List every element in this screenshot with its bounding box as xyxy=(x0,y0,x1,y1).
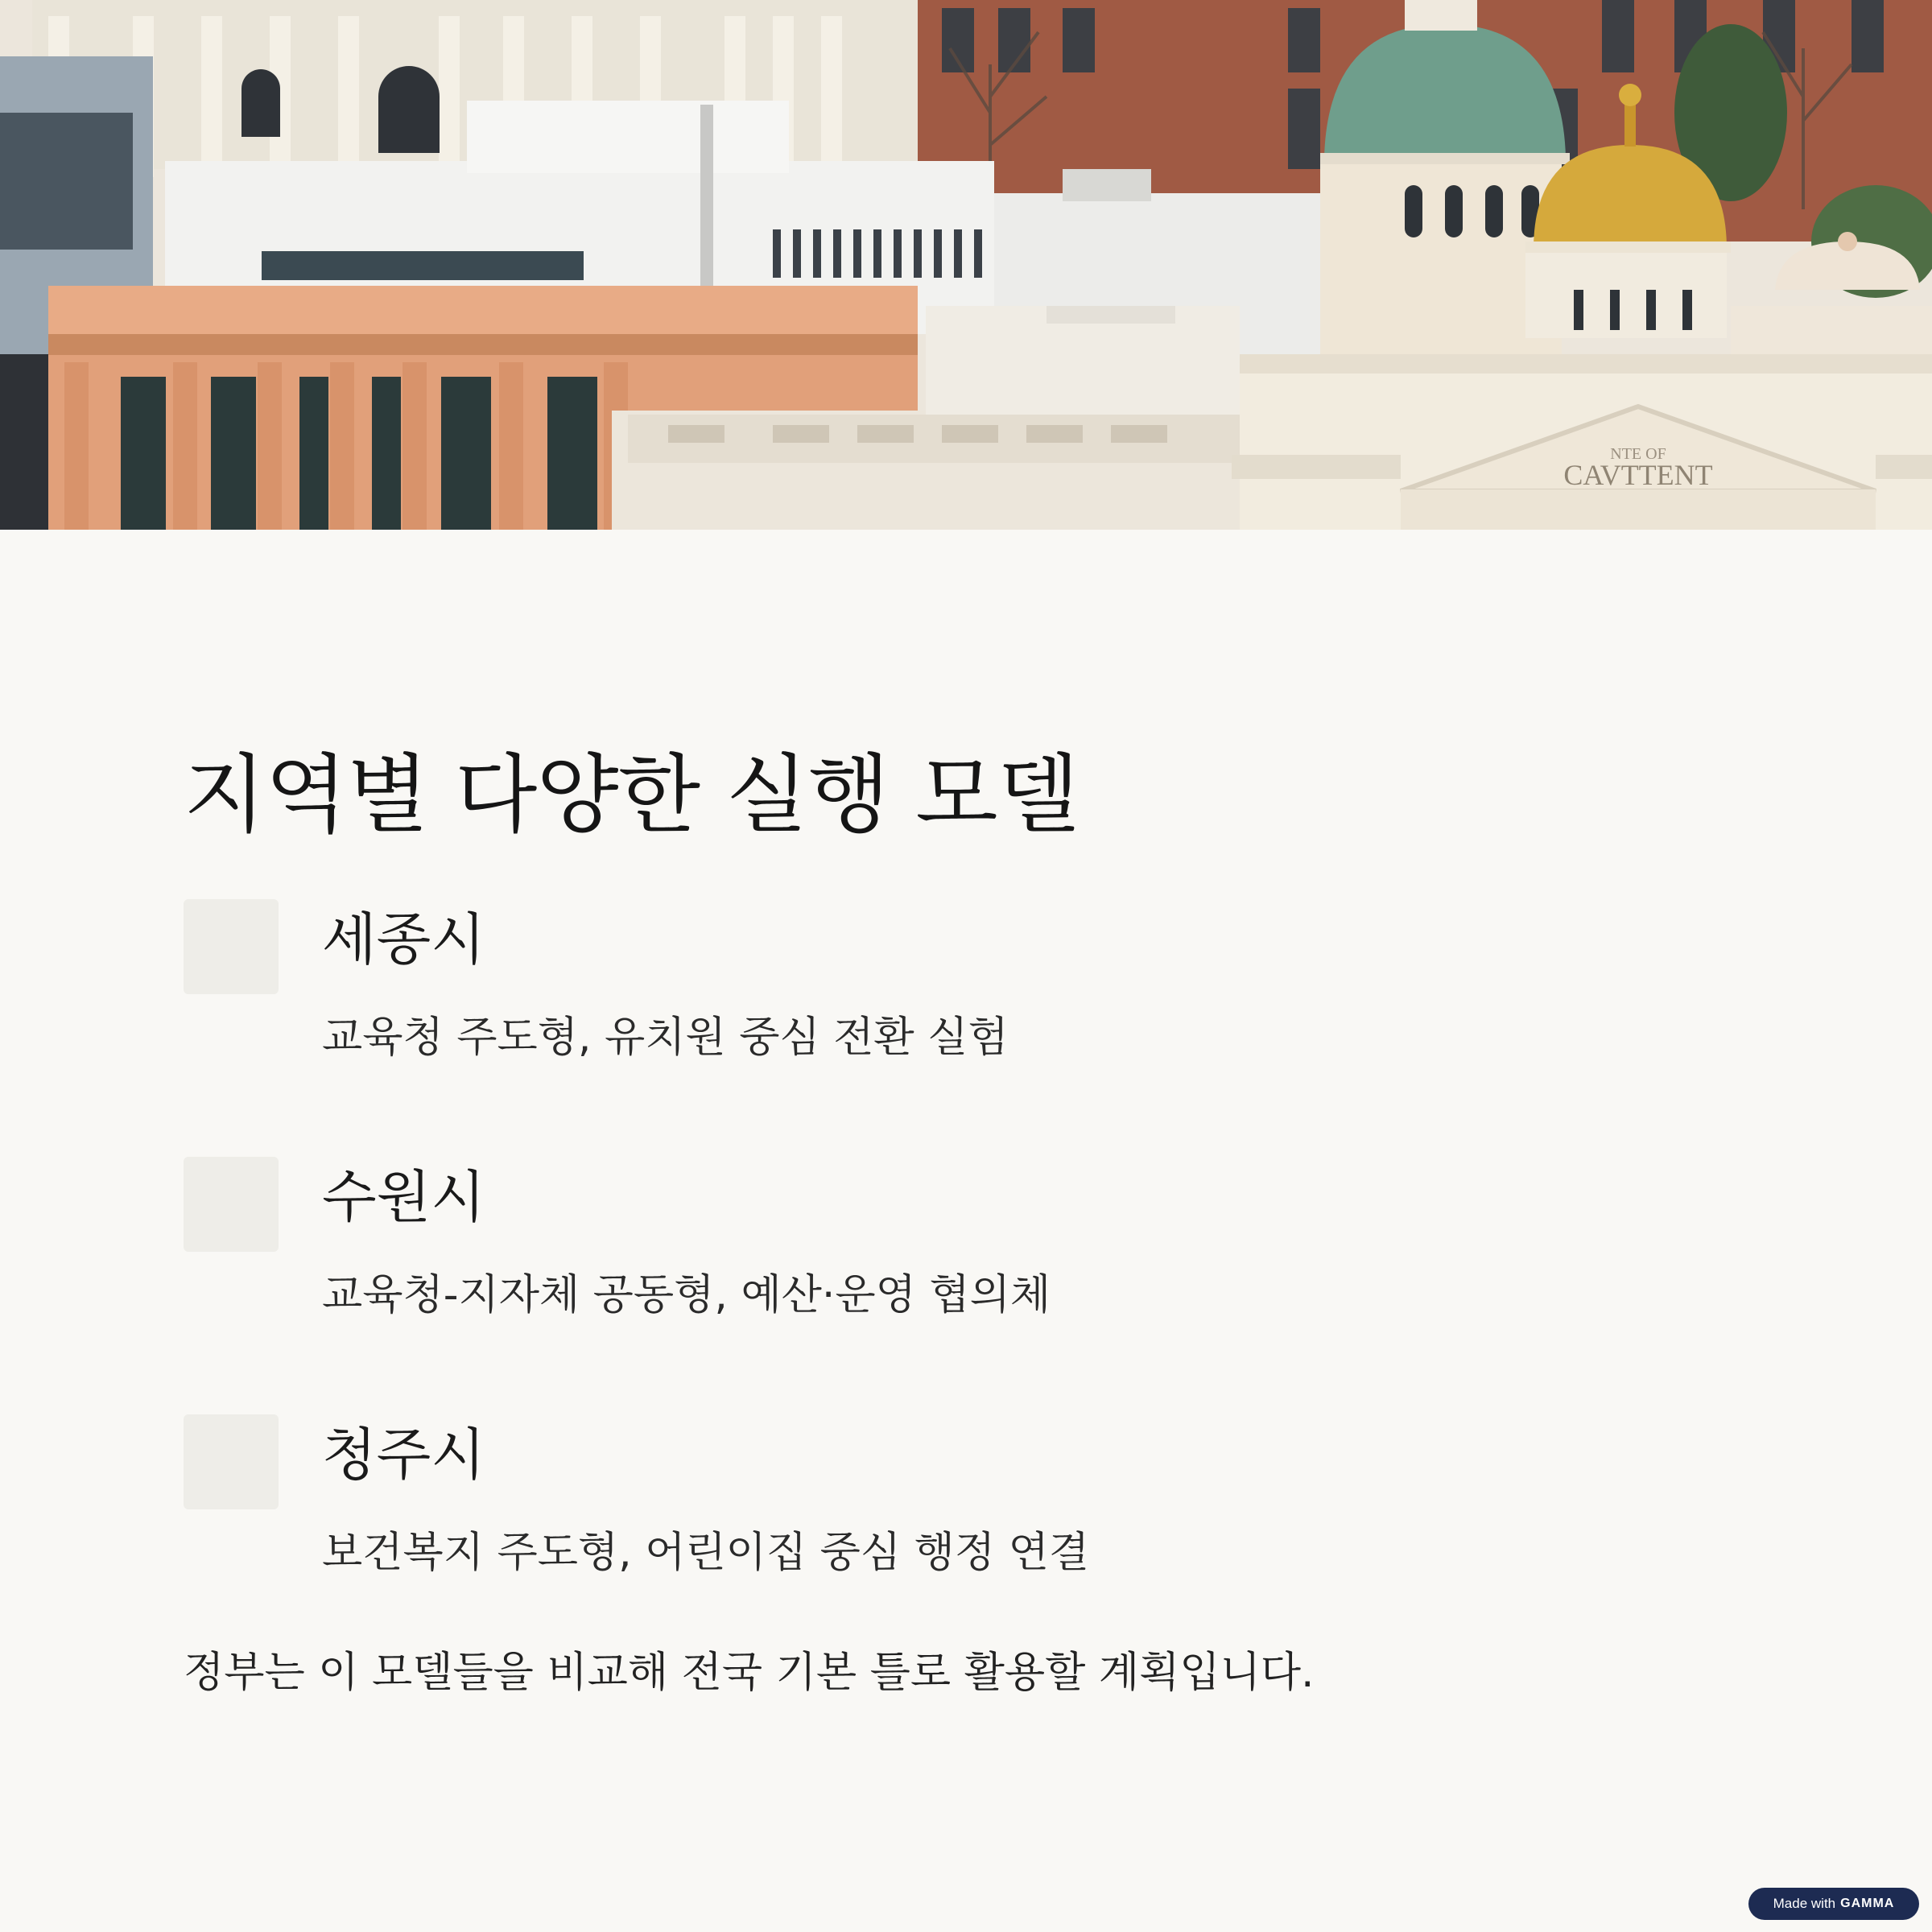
hero-image xyxy=(0,0,1932,530)
pediment-inscription-top: NTE OF xyxy=(1610,445,1666,463)
gamma-logo: GAMMA xyxy=(1840,1897,1895,1910)
model-list xyxy=(184,899,1794,1672)
item-marker xyxy=(184,1157,279,1252)
item-description: 보건복지 주도형, 어린이집 중심 행정 연결 xyxy=(322,1528,1090,1577)
item-description: 교육청 주도형, 유치원 중심 전환 실험 xyxy=(322,1013,1009,1062)
badge-prefix: Made with xyxy=(1773,1896,1836,1911)
item-description: 교육청-지자체 공동형, 예산·운영 협의체 xyxy=(322,1270,1051,1319)
item-name: 수원시 xyxy=(322,1163,485,1230)
list-item-suwon xyxy=(184,1157,1794,1414)
list-item-cheongju xyxy=(184,1414,1794,1672)
item-marker xyxy=(184,1414,279,1509)
slide-title: 지역별 다양한 실행 모델 xyxy=(184,745,1080,844)
summary-note: 정부는 이 모델들을 비교해 전국 기본 틀로 활용할 계획입니다. xyxy=(184,1649,1315,1697)
pediment-inscription: CAVTTENT xyxy=(1563,459,1713,491)
item-name: 세종시 xyxy=(322,906,485,972)
item-name: 청주시 xyxy=(322,1421,485,1488)
list-item-sejong xyxy=(184,899,1794,1157)
made-with-gamma-badge[interactable] xyxy=(1748,1888,1919,1920)
slide-content xyxy=(184,745,1794,1697)
item-marker xyxy=(184,899,279,994)
